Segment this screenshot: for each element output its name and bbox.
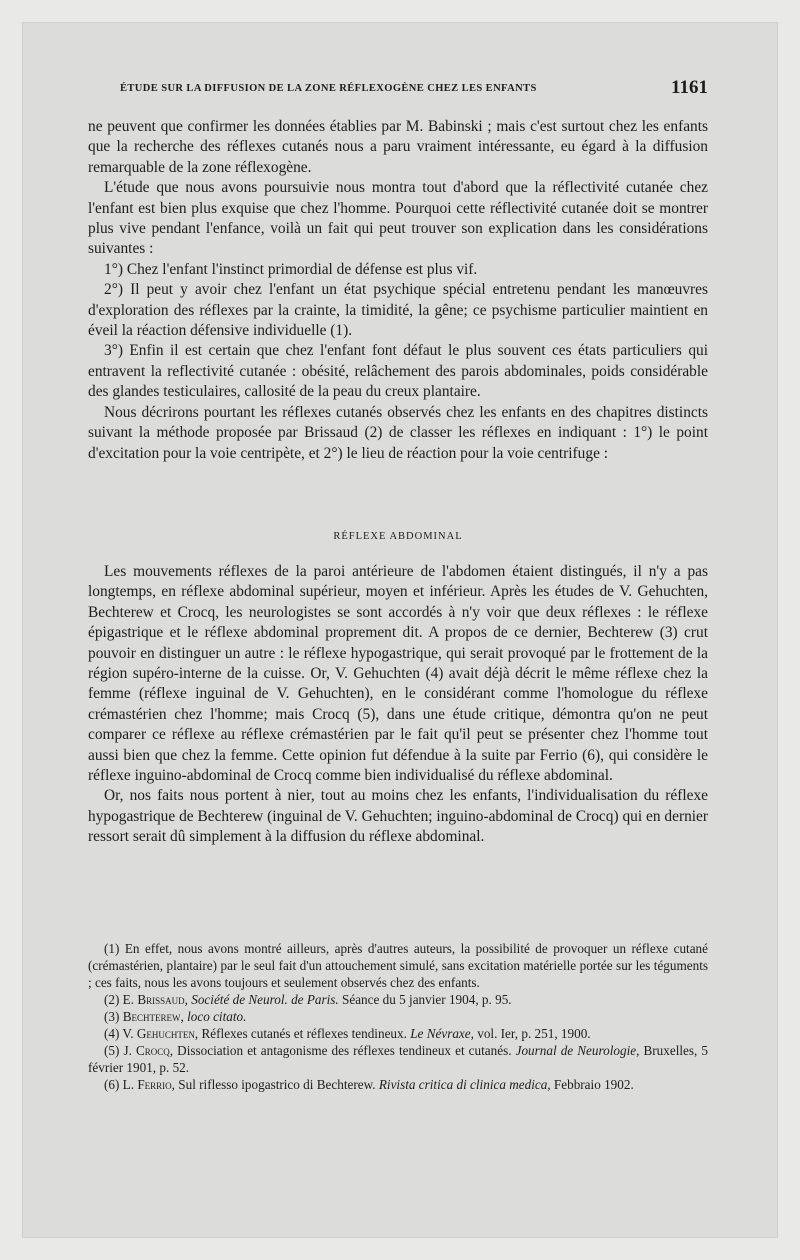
footnote-number: (3) [104,1009,123,1024]
paragraph: ne peuvent que confirmer les données établies par M. Babinski ; mais c'est surtout chez les enfants que la recherche des réflexes cutanés nous a paru vraiment intéressante, eu égard à la diffusion remarquable de la zone réflexogène. [88,118,708,176]
paragraph: 3°) Enfin il est certain que chez l'enfant font défaut le plus souvent ces états particuliers qui entravent la reflectivité cutanée : obésité, relâchement des parois abdominales, poids considérable des glandes testiculaires, callosité de la peau du creux plantaire. [88,342,708,401]
intro-text [88,117,708,464]
footnote-work: Le Névraxe, [410,1026,474,1041]
footnote: (1) En effet, nous avons montré ailleurs, après d'autres auteurs, la possibilité de provoquer un réflexe cutané (crémastérien, plantaire) par le seul fait d'un attouchement simulé, sans excitation matérielle portée sur les téguments ; ces faits, nous les avons toujours et seulement observés chez des enfants. [88,941,708,990]
footnote-details: Febbraio 1902. [550,1077,634,1092]
footnote-number: (2) E. [104,992,138,1007]
paragraph: Les mouvements réflexes de la paroi antérieure de l'abdomen étaient distingués, il n'y a pas longtemps, en réflexe abdominal supérieur, moyen et inférieur. Après les études de V. Gehuchten, Bechterew et Crocq, les neurologistes se sont accordés à n'y voir que deux réflexes : le réflexe épigastrique et le réflexe abdominal proprement dit. A propos de ce dernier, Bechterew (3) crut pouvoir en distinguer un autre : le réflexe hypogastrique, qui serait provoqué par le frottement de la région supéro-interne de la cuisse. Or, V. Gehuchten (4) avait déjà décrit le même réflexe chez la femme (réflexe inguinal de V. Gehuchten), en le considérant comme l'homologue du réflexe crémastérien chez l'homme; mais Crocq (5), dans une étude critique, démontra qu'on ne peut comparer ce réflexe au réflexe crémastérien par le fait qu'il peut se présenter chez l'homme tout aussi bien que chez la femme. Cette opinion fut défendue à la suite par Ferrio (6), qui considère le réflexe inguino-abdominal de Crocq comme bien individualisé du réflexe abdominal. [88,563,708,785]
footnote-details: Bruxelles, 5 février 1901, p. 52. [88,1043,708,1075]
footnote-author: Crocq, [135,1043,174,1058]
paragraph: 2°) Il peut y avoir chez l'enfant un état psychique spécial entretenu pendant les manœuvres d'exploration des réflexes par la crainte, la timidité, la gêne; ce psychisme particulier maintient en éveil la réaction défensive individuelle (1). [88,281,708,340]
page-number: 1161 [671,77,708,98]
paragraph: Nous décrirons pourtant les réflexes cutanés observés chez les enfants en des chapitres distincts suivant la méthode proposée par Brissaud (2) de classer les réflexes en indiquant : 1°) le point d'excitation pour la voie centripète, et 2°) le lieu de réaction pour la voie centrifuge : [88,403,708,462]
section-text [88,562,708,848]
footnote-title: Sul riflesso ipogastrico di Bechterew. [174,1077,379,1092]
footnote-title: Réflexes cutanés et réflexes tendineux. [198,1026,411,1041]
running-header [88,77,708,103]
footnote-author: Ferrio, [137,1077,175,1092]
footnote-work: loco citato. [183,1009,247,1024]
footnote-details: Séance du 5 janvier 1904, p. 95. [338,992,512,1007]
footnote-number: (5) J. [104,1043,136,1058]
paragraph: Or, nos faits nous portent à nier, tout au moins chez les enfants, l'individualisation du réflexe hypogastrique de Bechterew (inguinal de V. Gehuchten; inguino-abdominal de Crocq) qui en dernier ressort serait dû simplement à la diffusion du réflexe abdominal. [88,787,708,846]
footnote [88,1025,708,1042]
footnote-work: Journal de Neurologie, [515,1043,640,1058]
footnote [88,1076,708,1093]
footnotes [88,940,708,1093]
section-heading: RÉFLEXE ABDOMINAL [333,531,463,542]
footnote-author: Brissaud, [137,992,188,1007]
footnote-number: (6) L. [104,1077,138,1092]
footnote-number: (4) V. [104,1026,137,1041]
footnote [88,1042,708,1076]
paragraph: 1°) Chez l'enfant l'instinct primordial de défense est plus vif. [104,260,478,278]
footnote-details: vol. Ier, p. 251, 1900. [473,1026,591,1041]
footnote-work: Société de Neurol. de Paris. [187,992,339,1007]
footnote-title: Dissociation et antagonisme des réflexes tendineux et cutanés. [173,1043,516,1058]
footnote-author: Gehuchten, [136,1026,199,1041]
footnote [88,991,708,1008]
footnote-author: Bechterew, [122,1009,184,1024]
paragraph: L'étude que nous avons poursuivie nous montra tout d'abord que la réflectivité cutanée chez l'enfant est bien plus exquise que chez l'homme. Pourquoi cette réflectivité cutanée doit se montrer plus vive pendant l'enfance, voilà un fait qui peut trouver son explication dans les considérations suivantes : [88,179,708,258]
running-title: ÉTUDE SUR LA DIFFUSION DE LA ZONE RÉFLEXOGÈNE CHEZ LES ENFANTS [120,83,537,94]
footnote-work: Rivista critica di clinica medica, [378,1077,551,1092]
footnote [88,1008,708,1025]
